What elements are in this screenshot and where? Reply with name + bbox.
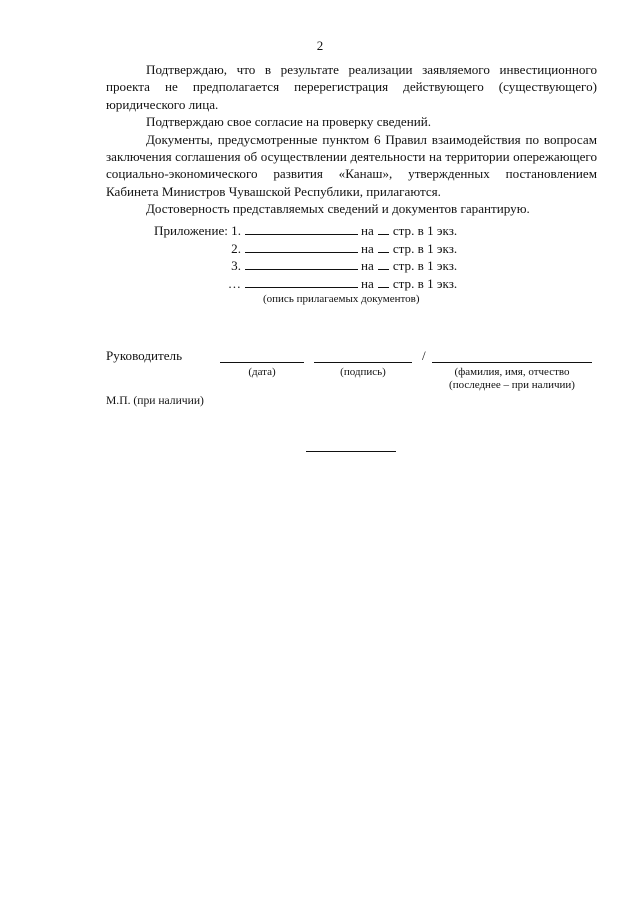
- full-name-caption-note: (последнее – при наличии): [449, 379, 575, 391]
- attachment-prefix: Приложение: 1.: [153, 223, 241, 238]
- paragraph-1: Подтверждаю, что в результате реализации заявляемого инвестиционного проекта не предполагается перерегистрация действующего (существующего) юридического лица.: [106, 62, 597, 112]
- attachment-pages-field[interactable]: [378, 222, 389, 235]
- attachment-prefix: 2.: [231, 240, 241, 256]
- paragraph-3: Документы, предусмотренные пунктом 6 Правил взаимодействия по вопросам заключения соглашения об осуществлении деятельности на территории опережающего социально-экономического развития «Канаш», утвержденных постановлением Кабинета Министров Чувашской Республики, прилагаются.: [106, 131, 597, 199]
- attachment-prefix: 3.: [231, 258, 241, 274]
- paragraph-2: Подтверждаю свое согласие на проверку сведений.: [146, 114, 432, 130]
- attachment-row-1: [145, 222, 475, 240]
- attachment-na: на: [361, 240, 374, 256]
- signature-block: [106, 348, 597, 418]
- end-of-document-line: [306, 450, 396, 452]
- signature-field[interactable]: [314, 348, 412, 363]
- attachment-row-3: [145, 257, 475, 275]
- attachment-pages-field[interactable]: [378, 275, 389, 288]
- paragraph-4: Достоверность представляемых сведений и документов гарантирую.: [146, 201, 530, 217]
- attachment-na: на: [361, 223, 374, 238]
- stamp-note: М.П. (при наличии): [106, 394, 204, 407]
- document-body: [106, 61, 597, 218]
- attachment-copies: стр. в 1 экз.: [392, 240, 458, 256]
- full-name-caption: (фамилия, имя, отчество: [454, 366, 570, 378]
- signature-slash: /: [422, 348, 426, 363]
- date-caption: (дата): [248, 366, 276, 378]
- attachment-pages-field[interactable]: [378, 257, 389, 270]
- attachment-copies: стр. в 1 экз.: [392, 223, 458, 238]
- attachment-name-field[interactable]: [245, 257, 358, 270]
- attachments-caption: (опись прилагаемых документов): [263, 293, 420, 306]
- attachment-copies: стр. в 1 экз.: [392, 275, 458, 291]
- attachment-row-2: [145, 240, 475, 258]
- date-field[interactable]: [220, 348, 304, 363]
- attachments-list: [145, 222, 475, 306]
- signatory-label: Руководитель: [106, 348, 183, 363]
- page-number: 2: [316, 38, 324, 53]
- full-name-field[interactable]: [432, 348, 592, 363]
- attachment-name-field[interactable]: [245, 222, 358, 235]
- attachment-copies: стр. в 1 экз.: [392, 258, 458, 274]
- attachment-prefix: …: [227, 275, 241, 291]
- attachment-na: на: [361, 258, 374, 274]
- signature-caption: (подпись): [340, 366, 386, 378]
- attachment-name-field[interactable]: [245, 275, 358, 288]
- attachment-pages-field[interactable]: [378, 240, 389, 253]
- attachment-row-4: [145, 275, 475, 293]
- attachment-name-field[interactable]: [245, 240, 358, 253]
- attachment-na: на: [361, 275, 374, 291]
